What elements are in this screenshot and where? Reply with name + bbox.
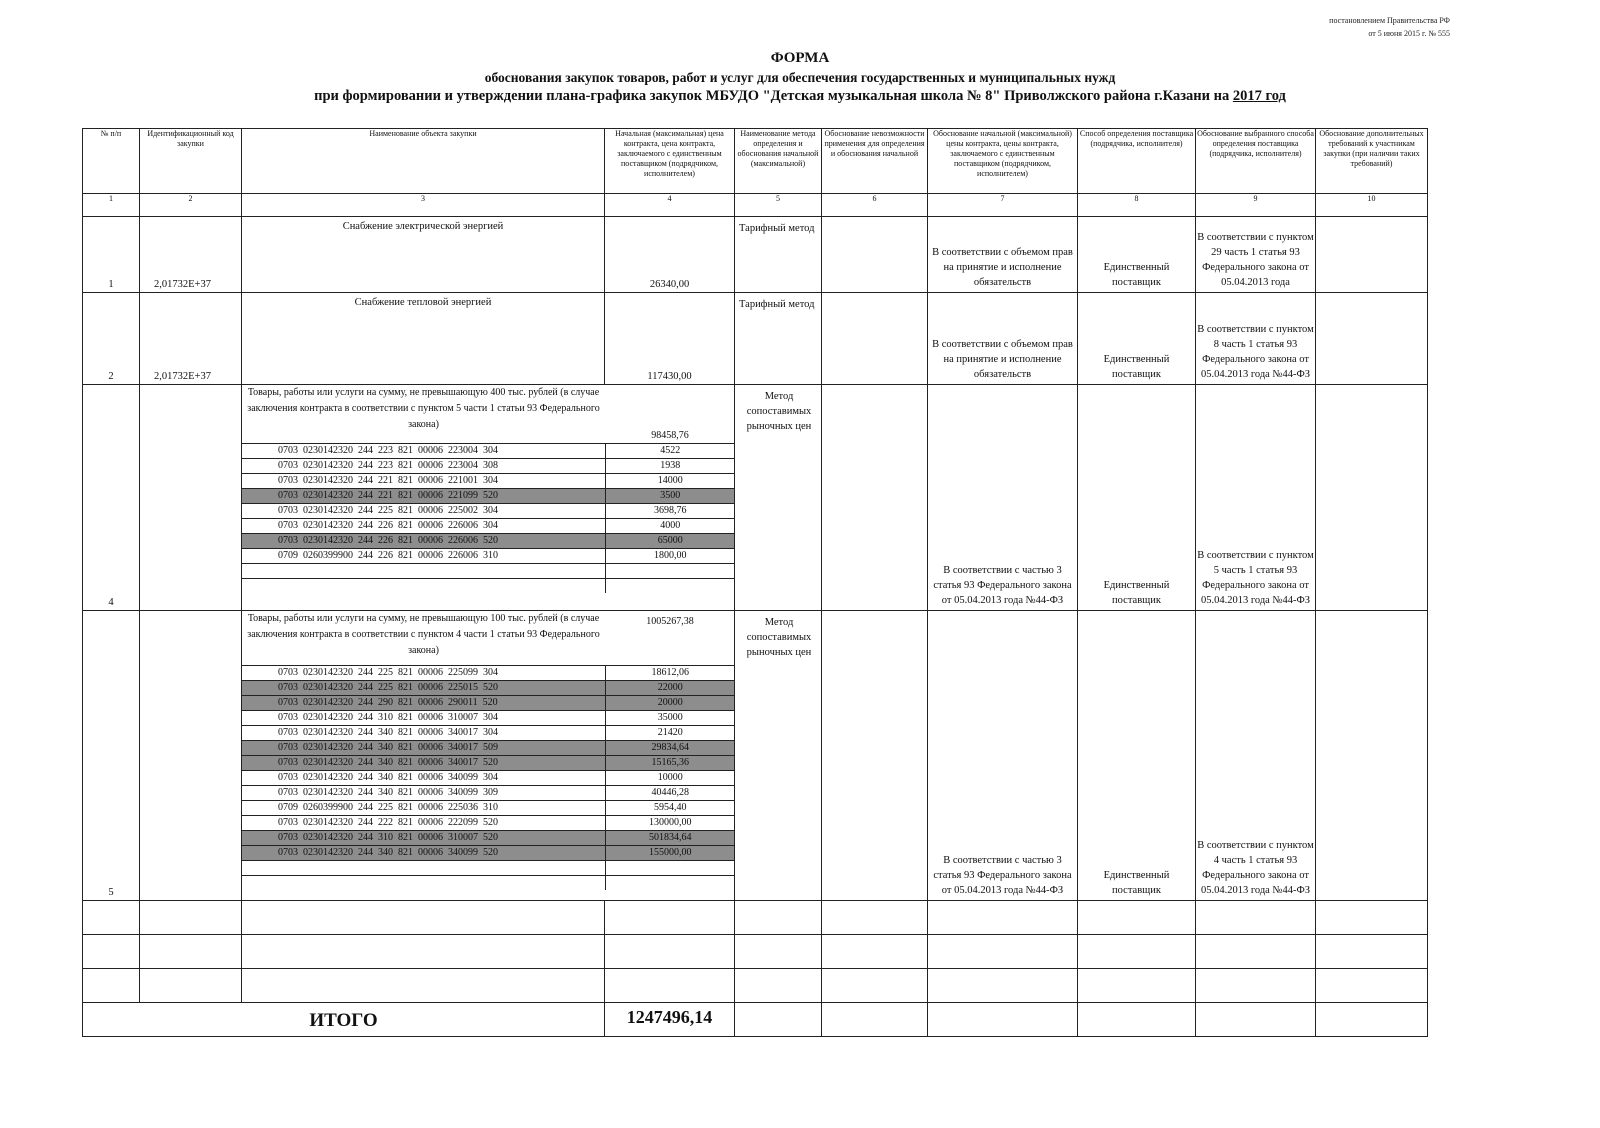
budget-value: 4522 — [605, 444, 735, 459]
column-number-row — [83, 194, 1428, 217]
empty-line — [605, 564, 735, 579]
items-total: 1005267,38 — [646, 616, 694, 627]
list-item — [242, 876, 735, 891]
supplier-method: Единственный поставщик — [1078, 293, 1196, 385]
empty-cell — [822, 611, 928, 901]
supplier-method: Единственный поставщик — [1078, 611, 1196, 901]
budget-value: 4000 — [605, 519, 735, 534]
procurement-table — [82, 128, 1428, 1037]
column-number: 8 — [1078, 194, 1196, 217]
list-item — [242, 489, 735, 504]
budget-value: 10000 — [605, 771, 735, 786]
row-number: 2 — [83, 293, 140, 385]
empty-cell — [822, 217, 928, 293]
price-justification: В соответствии с частью 3 статья 93 Федерального закона от 05.04.2013 года №44-ФЗ — [928, 385, 1078, 611]
list-item — [242, 534, 735, 549]
items-intro — [242, 611, 735, 666]
header-cell: Обоснование дополнительных требований к участникам закупки (при наличии таких требований) — [1316, 129, 1428, 194]
empty-row — [83, 969, 1428, 1003]
budget-code: 0703 0230142320 244 221 821 00006 221099 520 — [242, 489, 605, 504]
empty-cell — [140, 385, 242, 611]
procurement-name: Снабжение тепловой энергией — [242, 293, 605, 385]
budget-value: 155000,00 — [605, 846, 735, 861]
empty-cell — [822, 293, 928, 385]
budget-value: 40446,28 — [605, 786, 735, 801]
budget-code: 0709 0260399900 244 225 821 00006 225036 310 — [242, 801, 605, 816]
row-number: 5 — [83, 611, 140, 901]
list-item — [242, 696, 735, 711]
empty-line — [605, 861, 735, 876]
list-item — [242, 564, 735, 579]
list-item — [242, 519, 735, 534]
total-label: ИТОГО — [83, 1003, 605, 1037]
procurement-price: 117430,00 — [605, 293, 735, 385]
procurement-name: Снабжение электрической энергией — [242, 217, 605, 293]
column-number: 6 — [822, 194, 928, 217]
empty-line — [242, 861, 605, 876]
price-justification: В соответствии с объемом прав на принятие и исполнение обязательств — [928, 293, 1078, 385]
empty-cell — [1316, 385, 1428, 611]
list-item — [242, 771, 735, 786]
budget-value: 65000 — [605, 534, 735, 549]
form-title: ФОРМА — [770, 50, 830, 66]
procurement-price: 26340,00 — [605, 217, 735, 293]
empty-line — [605, 876, 735, 891]
budget-code: 0703 0230142320 244 310 821 00006 310007 304 — [242, 711, 605, 726]
empty-line — [242, 579, 605, 594]
budget-code: 0703 0230142320 244 340 821 00006 340017 304 — [242, 726, 605, 741]
header-cell: Наименование метода определения и обоснования начальной (максимальной) — [735, 129, 822, 194]
budget-code: 0709 0260399900 244 226 821 00006 226006 310 — [242, 549, 605, 564]
price-method: Тарифный метод — [735, 217, 822, 293]
procurement-code: 2,01732E+37 — [140, 217, 242, 293]
list-item — [242, 474, 735, 489]
list-item — [242, 504, 735, 519]
list-item — [242, 444, 735, 459]
budget-value: 35000 — [605, 711, 735, 726]
list-item — [242, 846, 735, 861]
table-row — [83, 217, 1428, 293]
table-row — [83, 293, 1428, 385]
column-number: 2 — [140, 194, 242, 217]
budget-code: 0703 0230142320 244 226 821 00006 226006 520 — [242, 534, 605, 549]
list-item — [242, 549, 735, 564]
list-item — [242, 459, 735, 474]
price-method: Метод сопоставимых рыночных цен — [735, 611, 822, 901]
list-item — [242, 666, 735, 681]
price-method: Тарифный метод — [735, 293, 822, 385]
header-cell: Начальная (максимальная) цена контракта, цена контракта, заключаемого с единственным поставщиком (подрядчиком, исполнителем) — [605, 129, 735, 194]
column-number: 9 — [1196, 194, 1316, 217]
empty-cell — [1316, 217, 1428, 293]
form-subtitle-2 — [0, 88, 1600, 105]
budget-value: 3698,76 — [605, 504, 735, 519]
budget-code: 0703 0230142320 244 226 821 00006 226006 304 — [242, 519, 605, 534]
items-intro — [242, 385, 735, 444]
table-row — [83, 611, 1428, 901]
supplier-method: Единственный поставщик — [1078, 385, 1196, 611]
empty-cell — [1316, 611, 1428, 901]
list-item — [242, 726, 735, 741]
items-intro-text: Товары, работы или услуги на сумму, не превышающую 100 тыс. рублей (в случае заключения контракта в соответствии с пунктом 4 части 1 статьи 93 Федерального закона) — [247, 613, 600, 656]
list-item — [242, 786, 735, 801]
row-number: 1 — [83, 217, 140, 293]
method-justification: В соответствии с пунктом 29 часть 1 статья 93 Федерального закона от 05.04.2013 года — [1196, 217, 1316, 293]
method-justification: В соответствии с пунктом 8 часть 1 статья 93 Федерального закона от 05.04.2013 года №44-ФЗ — [1196, 293, 1316, 385]
budget-code: 0703 0230142320 244 225 821 00006 225002 304 — [242, 504, 605, 519]
list-item — [242, 861, 735, 876]
budget-value: 3500 — [605, 489, 735, 504]
header-cell: Способ определения поставщика (подрядчика, исполнителя) — [1078, 129, 1196, 194]
budget-value: 501834,64 — [605, 831, 735, 846]
budget-code: 0703 0230142320 244 225 821 00006 225015 520 — [242, 681, 605, 696]
items-intro-text: Товары, работы или услуги на сумму, не превышающую 400 тыс. рублей (в случае заключения контракта в соответствии с пунктом 5 части 1 статьи 93 Федерального закона) — [247, 387, 600, 430]
column-number: 7 — [928, 194, 1078, 217]
header-cell: Обоснование невозможности применения для определения и обоснования начальной — [822, 129, 928, 194]
empty-row — [83, 935, 1428, 969]
budget-code: 0703 0230142320 244 222 821 00006 222099 520 — [242, 816, 605, 831]
price-justification: В соответствии с частью 3 статья 93 Федерального закона от 05.04.2013 года №44-ФЗ — [928, 611, 1078, 901]
budget-value: 18612,06 — [605, 666, 735, 681]
list-item — [242, 711, 735, 726]
regulation-note — [1329, 14, 1450, 40]
procurement-code: 2,01732E+37 — [140, 293, 242, 385]
budget-code: 0703 0230142320 244 340 821 00006 340099 304 — [242, 771, 605, 786]
subtitle-year: 2017 год — [1232, 88, 1286, 104]
budget-value: 1800,00 — [605, 549, 735, 564]
budget-value: 14000 — [605, 474, 735, 489]
form-subtitle: обоснования закупок товаров, работ и услуг для обеспечения государственных и муниципальных нужд — [484, 70, 1116, 85]
header-cell: Идентификационный код закупки — [140, 129, 242, 194]
empty-cell — [822, 385, 928, 611]
budget-code: 0703 0230142320 244 221 821 00006 221001 304 — [242, 474, 605, 489]
items-table — [242, 385, 735, 593]
header-cell: № п/п — [83, 129, 140, 194]
method-justification: В соответствии с пунктом 5 часть 1 статья 93 Федерального закона от 05.04.2013 года №44-ФЗ — [1196, 385, 1316, 611]
list-item — [242, 579, 735, 594]
budget-value: 1938 — [605, 459, 735, 474]
budget-code: 0703 0230142320 244 223 821 00006 223004 308 — [242, 459, 605, 474]
list-item — [242, 816, 735, 831]
budget-value: 130000,00 — [605, 816, 735, 831]
subtitle-text: при формировании и утверждении плана-графика закупок МБУДО "Детская музыкальная школа № 8" Приволжского района г.Казани на — [314, 88, 1233, 104]
table-row — [83, 385, 1428, 611]
regulation-note-line1: постановлением Правительства РФ — [1329, 16, 1450, 25]
budget-value: 5954,40 — [605, 801, 735, 816]
items-block — [242, 385, 735, 611]
budget-code: 0703 0230142320 244 310 821 00006 310007 520 — [242, 831, 605, 846]
budget-value: 21420 — [605, 726, 735, 741]
column-number: 4 — [605, 194, 735, 217]
price-method: Метод сопоставимых рыночных цен — [735, 385, 822, 611]
budget-code: 0703 0230142320 244 340 821 00006 340017 509 — [242, 741, 605, 756]
budget-value: 15165,36 — [605, 756, 735, 771]
list-item — [242, 681, 735, 696]
total-row — [83, 1003, 1428, 1037]
header-cell: Обоснование начальной (максимальной) цены контракта, цены контракта, заключаемого с единственным поставщиком (подрядчиком, исполнителем) — [928, 129, 1078, 194]
price-justification: В соответствии с объемом прав на принятие и исполнение обязательств — [928, 217, 1078, 293]
budget-value: 20000 — [605, 696, 735, 711]
empty-line — [605, 579, 735, 594]
empty-line — [242, 876, 605, 891]
budget-code: 0703 0230142320 244 340 821 00006 340099 520 — [242, 846, 605, 861]
column-number: 1 — [83, 194, 140, 217]
budget-code: 0703 0230142320 244 223 821 00006 223004 304 — [242, 444, 605, 459]
budget-value: 22000 — [605, 681, 735, 696]
budget-value: 29834,64 — [605, 741, 735, 756]
column-number: 5 — [735, 194, 822, 217]
column-number: 10 — [1316, 194, 1428, 217]
column-number: 3 — [242, 194, 605, 217]
empty-line — [242, 564, 605, 579]
list-item — [242, 741, 735, 756]
regulation-note-line2: от 5 июня 2015 г. № 555 — [1368, 29, 1450, 38]
header-cell: Обоснование выбранного способа определения поставщика (подрядчика, исполнителя) — [1196, 129, 1316, 194]
items-total: 98458,76 — [651, 430, 689, 441]
budget-code: 0703 0230142320 244 340 821 00006 340017 520 — [242, 756, 605, 771]
budget-code: 0703 0230142320 244 225 821 00006 225099 304 — [242, 666, 605, 681]
row-number: 4 — [83, 385, 140, 611]
list-item — [242, 801, 735, 816]
list-item — [242, 756, 735, 771]
header-cell: Наименование объекта закупки — [242, 129, 605, 194]
empty-row — [83, 901, 1428, 935]
total-value: 1247496,14 — [605, 1003, 735, 1037]
list-item — [242, 831, 735, 846]
budget-code: 0703 0230142320 244 340 821 00006 340099 309 — [242, 786, 605, 801]
empty-cell — [1316, 293, 1428, 385]
method-justification: В соответствии с пунктом 4 часть 1 статья 93 Федерального закона от 05.04.2013 года №44-ФЗ — [1196, 611, 1316, 901]
empty-cell — [140, 611, 242, 901]
budget-code: 0703 0230142320 244 290 821 00006 290011 520 — [242, 696, 605, 711]
items-block — [242, 611, 735, 901]
header-row — [83, 129, 1428, 194]
supplier-method: Единственный поставщик — [1078, 217, 1196, 293]
items-table — [242, 611, 735, 890]
